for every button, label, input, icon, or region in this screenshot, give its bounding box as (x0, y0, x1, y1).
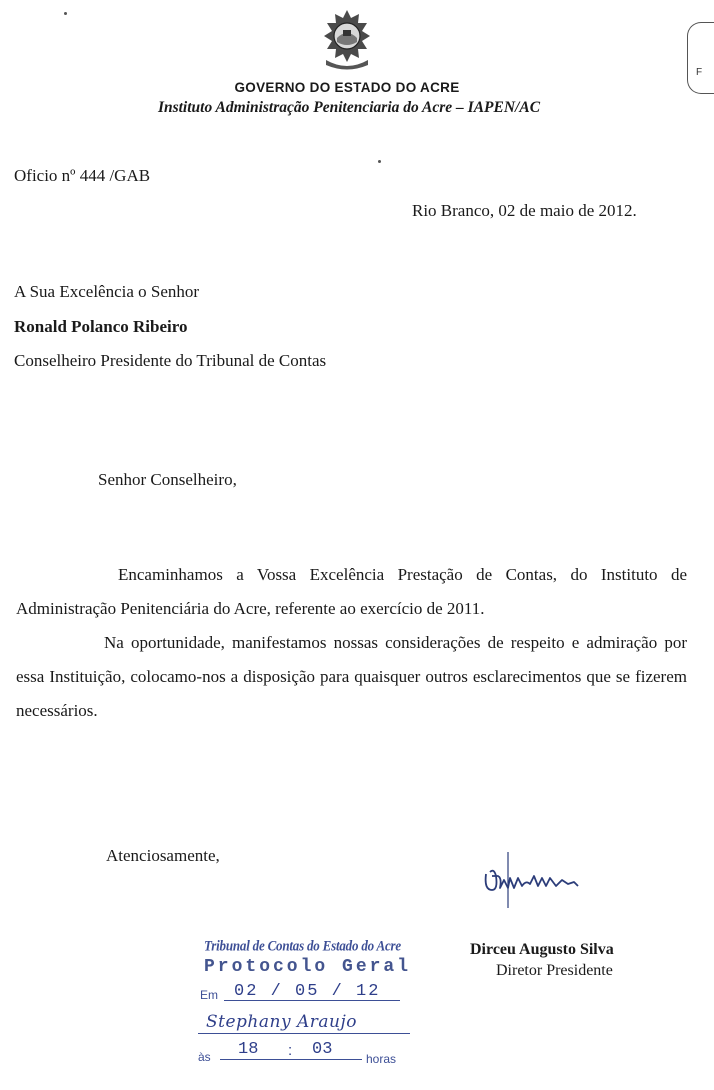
stamp-court-name: Tribunal de Contas do Estado do Acre (204, 937, 401, 954)
closing: Atenciosamente, (106, 846, 220, 865)
protocol-stamp (198, 938, 420, 1078)
institute-header: Instituto Administração Penitenciaria do Acre – IAPEN/AC (157, 99, 541, 116)
greeting: Senhor Conselheiro, (98, 470, 237, 489)
scan-speck (378, 160, 381, 163)
stamp-time-line (220, 1059, 362, 1060)
stamp-date-value: 02 / 05 / 12 (234, 982, 381, 1001)
state-coat-of-arms-icon (318, 8, 376, 74)
stamp-time-separator: : (288, 1042, 293, 1059)
stamp-date-label: Em (200, 988, 218, 1002)
signatory-name: Dirceu Augusto Silva (470, 941, 614, 958)
recipient-salutation: A Sua Excelência o Senhor (14, 282, 200, 301)
stamp-received-by: Stephany Araujo (206, 1012, 357, 1032)
stamp-time-label: às (198, 1050, 211, 1064)
stamp-protocol-title: Protocolo Geral (204, 957, 412, 977)
stamp-hours-label: horas (366, 1052, 397, 1066)
recipient-name: Ronald Polanco Ribeiro (14, 317, 188, 336)
paragraph-1: Encaminhamos a Vossa Excelência Prestação de Contas, do Instituto de Administração Penitenciária do Acre, referente ao exercício de 2011. (16, 565, 687, 618)
paragraph-2: Na oportunidade, manifestamos nossas considerações de respeito e admiração por essa Instituição, colocamo-nos a disposição para quaisquer outros esclarecimentos que se fizerem necessários. (16, 633, 687, 720)
scan-speck (64, 12, 67, 15)
margin-stamp-mark: F (687, 22, 714, 94)
recipient-title: Conselheiro Presidente do Tribunal de Contas (14, 351, 327, 370)
stamp-hour: 18 (238, 1040, 259, 1059)
place-date: Rio Branco, 02 de maio de 2012. (412, 201, 637, 220)
stamp-signature-line (198, 1033, 410, 1034)
stamp-minute: 03 (312, 1040, 333, 1059)
letter-reference: Oficio nº 444 /GAB (14, 166, 151, 185)
signatory-role: Diretor Presidente (496, 962, 613, 979)
government-header: GOVERNO DO ESTADO DO ACRE (234, 80, 460, 95)
handwritten-signature (478, 846, 590, 910)
